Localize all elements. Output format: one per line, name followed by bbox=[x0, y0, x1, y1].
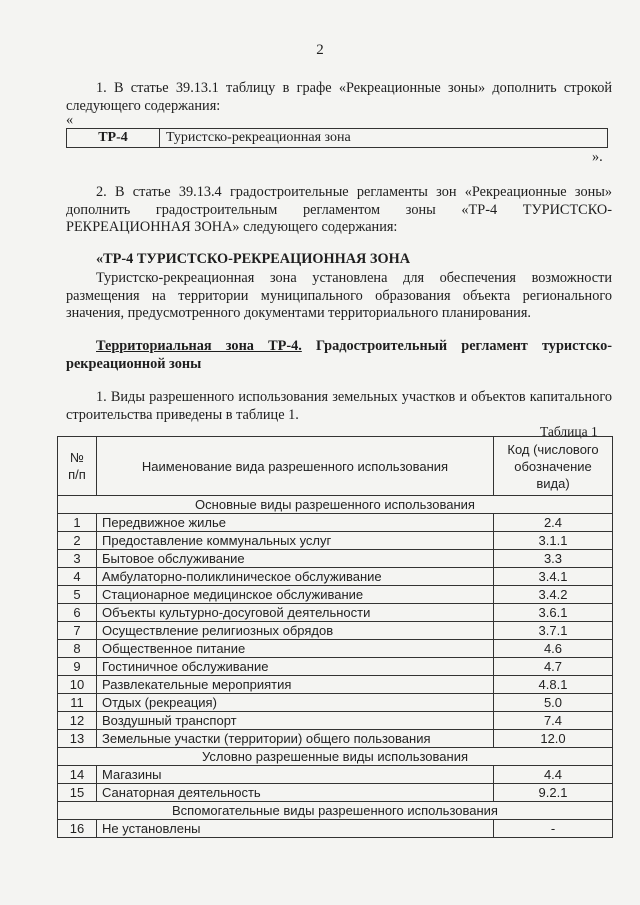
zone-add-table bbox=[66, 128, 608, 148]
row-number: 2 bbox=[58, 532, 97, 550]
table-row bbox=[58, 820, 613, 838]
header-name: Наименование вида разрешенного использования bbox=[97, 437, 494, 496]
row-name: Не установлены bbox=[97, 820, 494, 838]
table-header-row bbox=[58, 437, 613, 496]
zone-code: ТР-4 bbox=[67, 129, 160, 148]
row-name: Бытовое обслуживание bbox=[97, 550, 494, 568]
row-number: 14 bbox=[58, 766, 97, 784]
row-code: 3.4.1 bbox=[494, 568, 613, 586]
row-name: Развлекательные мероприятия bbox=[97, 676, 494, 694]
row-name: Амбулаторно-поликлиническое обслуживание bbox=[97, 568, 494, 586]
table-row bbox=[58, 712, 613, 730]
row-code: 4.8.1 bbox=[494, 676, 613, 694]
item-2-content: 2. В статье 39.13.4 градостроительные регламенты зон «Рекреационные зоны» дополнить градостроительным регламентом зоны «ТР-4 ТУРИСТСКО-РЕКРЕАЦИОННАЯ ЗОНА» следующего содержания: bbox=[66, 184, 612, 235]
uses-intro: 1. Виды разрешенного использования земельных участков и объектов капитального строительства приведены в таблице 1. bbox=[66, 389, 612, 423]
territorial-zone-title: Территориальная зона ТР-4. bbox=[96, 338, 302, 354]
table-row bbox=[58, 658, 613, 676]
row-number: 6 bbox=[58, 604, 97, 622]
page-number: 2 bbox=[316, 42, 324, 58]
item-2-text bbox=[66, 184, 612, 237]
row-number: 16 bbox=[58, 820, 97, 838]
row-name: Земельные участки (территории) общего пользования bbox=[97, 730, 494, 748]
row-code: 2.4 bbox=[494, 514, 613, 532]
section-title: Вспомогательные виды разрешенного использования bbox=[58, 802, 613, 820]
header-code: Код (числового обозначение вида) bbox=[494, 437, 613, 496]
row-name: Предоставление коммунальных услуг bbox=[97, 532, 494, 550]
row-code: 4.6 bbox=[494, 640, 613, 658]
row-name: Стационарное медицинское обслуживание bbox=[97, 586, 494, 604]
row-number: 11 bbox=[58, 694, 97, 712]
row-code: 3.6.1 bbox=[494, 604, 613, 622]
quote-open: « bbox=[66, 112, 74, 128]
table-row bbox=[58, 766, 613, 784]
table-section-row bbox=[58, 496, 613, 514]
row-name: Санаторная деятельность bbox=[97, 784, 494, 802]
table-section-row bbox=[58, 802, 613, 820]
row-number: 15 bbox=[58, 784, 97, 802]
row-number: 4 bbox=[58, 568, 97, 586]
row-code: 9.2.1 bbox=[494, 784, 613, 802]
row-name: Осуществление религиозных обрядов bbox=[97, 622, 494, 640]
table-row bbox=[58, 784, 613, 802]
table-caption: Таблица 1 bbox=[540, 424, 598, 439]
row-code: 3.3 bbox=[494, 550, 613, 568]
row-name: Воздушный транспорт bbox=[97, 712, 494, 730]
territorial-zone-subtitle: Градостроительный регламент туристско-рекреационной зоны bbox=[66, 338, 612, 372]
table-row bbox=[58, 676, 613, 694]
table-row bbox=[58, 622, 613, 640]
table-row bbox=[58, 586, 613, 604]
table-row bbox=[58, 532, 613, 550]
row-number: 10 bbox=[58, 676, 97, 694]
row-number: 1 bbox=[58, 514, 97, 532]
row-code: 4.7 bbox=[494, 658, 613, 676]
table-row bbox=[58, 694, 613, 712]
table-row bbox=[58, 568, 613, 586]
zone-description: Туристско-рекреационная зона установлена для обеспечения возможности размещения на территории муниципального образования объекта регионального значения, предусмотренного документами территориального планирования. bbox=[66, 270, 612, 321]
row-name: Общественное питание bbox=[97, 640, 494, 658]
header-number: № п/п bbox=[58, 437, 97, 496]
section-title: Основные виды разрешенного использования bbox=[58, 496, 613, 514]
row-code: 3.4.2 bbox=[494, 586, 613, 604]
item-1-text: 1. В статье 39.13.1 таблицу в графе «Рекреационные зоны» дополнить строкой следующего содержания: bbox=[66, 80, 612, 114]
row-number: 5 bbox=[58, 586, 97, 604]
row-code: 12.0 bbox=[494, 730, 613, 748]
row-name: Объекты культурно-досуговой деятельности bbox=[97, 604, 494, 622]
row-name: Магазины bbox=[97, 766, 494, 784]
row-number: 12 bbox=[58, 712, 97, 730]
row-name: Отдых (рекреация) bbox=[97, 694, 494, 712]
table-row bbox=[58, 604, 613, 622]
row-code: 4.4 bbox=[494, 766, 613, 784]
table-row bbox=[58, 640, 613, 658]
section-title: Условно разрешенные виды использования bbox=[58, 748, 613, 766]
table-row bbox=[67, 129, 608, 148]
row-code: - bbox=[494, 820, 613, 838]
uses-table bbox=[57, 436, 613, 838]
row-number: 9 bbox=[58, 658, 97, 676]
row-number: 13 bbox=[58, 730, 97, 748]
row-code: 7.4 bbox=[494, 712, 613, 730]
row-code: 3.7.1 bbox=[494, 622, 613, 640]
zone-heading: «ТР-4 ТУРИСТСКО-РЕКРЕАЦИОННАЯ ЗОНА bbox=[96, 251, 411, 267]
row-code: 5.0 bbox=[494, 694, 613, 712]
row-number: 3 bbox=[58, 550, 97, 568]
row-name: Передвижное жилье bbox=[97, 514, 494, 532]
row-number: 7 bbox=[58, 622, 97, 640]
table-section-row bbox=[58, 748, 613, 766]
table-row bbox=[58, 730, 613, 748]
row-name: Гостиничное обслуживание bbox=[97, 658, 494, 676]
row-number: 8 bbox=[58, 640, 97, 658]
territorial-zone-heading bbox=[66, 338, 612, 373]
table-row bbox=[58, 550, 613, 568]
zone-name: Туристско-рекреационная зона bbox=[160, 129, 608, 148]
table-row bbox=[58, 514, 613, 532]
quote-close: ». bbox=[592, 149, 603, 165]
row-code: 3.1.1 bbox=[494, 532, 613, 550]
